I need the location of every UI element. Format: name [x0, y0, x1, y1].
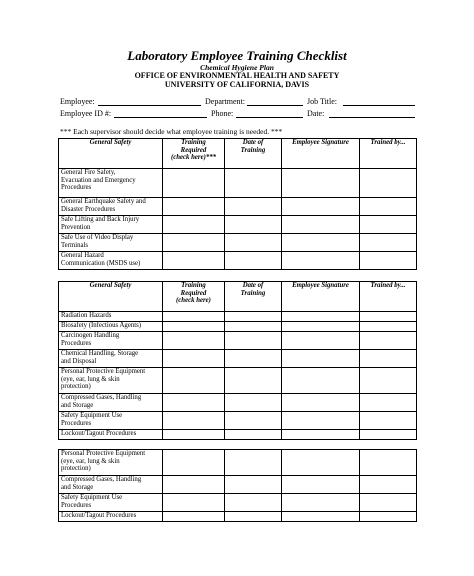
table-row	[59, 350, 417, 368]
training-required-cell[interactable]	[163, 368, 225, 394]
date-field[interactable]	[329, 117, 415, 118]
training-table-3	[58, 449, 417, 522]
table-row	[59, 322, 417, 332]
table-row	[59, 494, 417, 512]
trained-by-cell[interactable]	[360, 430, 417, 440]
signature-cell[interactable]	[282, 234, 360, 252]
document-title: Laboratory Employee Training Checklist	[127, 48, 347, 63]
header-training-required: Training Required (check here)***	[163, 139, 225, 169]
signature-cell[interactable]	[282, 169, 360, 198]
trained-by-cell[interactable]	[360, 512, 417, 522]
date-cell[interactable]	[225, 430, 282, 440]
trained-by-cell[interactable]	[360, 332, 417, 350]
training-required-cell[interactable]	[163, 169, 225, 198]
signature-cell[interactable]	[282, 332, 360, 350]
header-date-of-training: Date of Training	[225, 139, 282, 169]
date-cell[interactable]	[225, 198, 282, 216]
table-row	[59, 368, 417, 394]
trained-by-cell[interactable]	[360, 494, 417, 512]
training-required-cell[interactable]	[163, 350, 225, 368]
training-required-cell[interactable]	[163, 198, 225, 216]
phone-label: Phone:	[211, 109, 234, 118]
table-row	[59, 252, 417, 270]
date-cell[interactable]	[225, 476, 282, 494]
row-topic: Carcinogen Handling Procedures	[59, 332, 163, 350]
row-topic: Lockout/Tagout Procedures	[59, 430, 163, 440]
trained-by-cell[interactable]	[360, 169, 417, 198]
signature-cell[interactable]	[282, 412, 360, 430]
training-table-1	[58, 138, 417, 270]
table-row	[59, 450, 417, 476]
date-cell[interactable]	[225, 252, 282, 270]
header-employee-signature: Employee Signature	[282, 282, 360, 312]
row-topic: Safe Lifting and Back Injury Prevention	[59, 216, 163, 234]
trained-by-cell[interactable]	[360, 350, 417, 368]
row-topic: Compressed Gases, Handling and Storage	[59, 394, 163, 412]
university-name: UNIVERSITY OF CALIFORNIA, DAVIS	[164, 80, 310, 89]
trained-by-cell[interactable]	[360, 252, 417, 270]
training-required-cell[interactable]	[163, 216, 225, 234]
training-required-cell[interactable]	[163, 412, 225, 430]
training-required-cell[interactable]	[163, 322, 225, 332]
table-row	[59, 332, 417, 350]
signature-cell[interactable]	[282, 198, 360, 216]
row-topic: Radiation Hazards	[59, 312, 163, 322]
trained-by-cell[interactable]	[360, 198, 417, 216]
row-topic: General Earthquake Safety and Disaster Procedures	[59, 198, 163, 216]
training-required-cell[interactable]	[163, 332, 225, 350]
job-title-field[interactable]	[343, 105, 415, 106]
table-row	[59, 216, 417, 234]
training-table-2	[58, 281, 417, 440]
trained-by-cell[interactable]	[360, 450, 417, 476]
training-required-cell[interactable]	[163, 494, 225, 512]
row-topic: Lockout/Tagout Procedures	[59, 512, 163, 522]
trained-by-cell[interactable]	[360, 394, 417, 412]
date-cell[interactable]	[225, 169, 282, 198]
trained-by-cell[interactable]	[360, 368, 417, 394]
header-topic: General Safety	[59, 139, 163, 169]
signature-cell[interactable]	[282, 322, 360, 332]
document-subtitle: Chemical Hygiene Plan	[200, 63, 274, 72]
table-row	[59, 476, 417, 494]
table-row	[59, 312, 417, 322]
training-required-cell[interactable]	[163, 252, 225, 270]
trained-by-cell[interactable]	[360, 234, 417, 252]
date-cell[interactable]	[225, 350, 282, 368]
date-cell[interactable]	[225, 216, 282, 234]
signature-cell[interactable]	[282, 512, 360, 522]
date-cell[interactable]	[225, 394, 282, 412]
row-topic: Biosafety (Infectious Agents)	[59, 322, 163, 332]
date-cell[interactable]	[225, 368, 282, 394]
header-trained-by: Trained by...	[360, 282, 417, 312]
job-title-label: Job Title:	[307, 97, 338, 106]
date-label: Date:	[307, 109, 325, 118]
header-training-required: Training Required (check here)	[163, 282, 225, 312]
table-row	[59, 198, 417, 216]
signature-cell[interactable]	[282, 430, 360, 440]
date-cell[interactable]	[225, 234, 282, 252]
training-required-cell[interactable]	[163, 450, 225, 476]
table-row	[59, 169, 417, 198]
header-employee-signature: Employee Signature	[282, 139, 360, 169]
row-topic: Chemical Handling, Storage and Disposal	[59, 350, 163, 368]
training-required-cell[interactable]	[163, 430, 225, 440]
signature-cell[interactable]	[282, 494, 360, 512]
supervisor-note: *** Each supervisor should decide what employee training is needed. ***	[60, 127, 283, 136]
department-field[interactable]	[247, 105, 303, 106]
training-required-cell[interactable]	[163, 312, 225, 322]
trained-by-cell[interactable]	[360, 312, 417, 322]
office-name: OFFICE OF ENVIRONMENTAL HEALTH AND SAFETY	[134, 71, 340, 80]
training-required-cell[interactable]	[163, 512, 225, 522]
row-topic: General Fire Safety, Evacuation and Emergency Procedures	[59, 169, 163, 198]
row-topic: Safe Use of Video Display Terminals	[59, 234, 163, 252]
signature-cell[interactable]	[282, 368, 360, 394]
header-topic: General Safety	[59, 282, 163, 312]
phone-field[interactable]	[236, 117, 303, 118]
row-topic: Safety Equipment Use Procedures	[59, 494, 163, 512]
row-topic: General Hazard Communication (MSDS use)	[59, 252, 163, 270]
signature-cell[interactable]	[282, 394, 360, 412]
signature-cell[interactable]	[282, 216, 360, 234]
table-row	[59, 412, 417, 430]
signature-cell[interactable]	[282, 476, 360, 494]
table-row	[59, 234, 417, 252]
employee-field[interactable]	[98, 105, 201, 106]
date-cell[interactable]	[225, 412, 282, 430]
training-required-cell[interactable]	[163, 234, 225, 252]
department-label: Department:	[205, 97, 245, 106]
row-topic: Personal Protective Equipment (eye, ear, lung & skin protection)	[59, 450, 163, 476]
trained-by-cell[interactable]	[360, 412, 417, 430]
table-row	[59, 512, 417, 522]
signature-cell[interactable]	[282, 450, 360, 476]
table-row	[59, 430, 417, 440]
row-topic: Personal Protective Equipment (eye, ear, lung & skin protection)	[59, 368, 163, 394]
trained-by-cell[interactable]	[360, 322, 417, 332]
header-date-of-training: Date of Training	[225, 282, 282, 312]
header-trained-by: Trained by...	[360, 139, 417, 169]
signature-cell[interactable]	[282, 252, 360, 270]
date-cell[interactable]	[225, 322, 282, 332]
row-topic: Compressed Gases, Handling and Storage	[59, 476, 163, 494]
signature-cell[interactable]	[282, 350, 360, 368]
employee-label: Employee:	[60, 97, 95, 106]
employee-id-field[interactable]	[114, 117, 207, 118]
row-topic: Safety Equipment Use Procedures	[59, 412, 163, 430]
training-required-cell[interactable]	[163, 476, 225, 494]
date-cell[interactable]	[225, 312, 282, 322]
date-cell[interactable]	[225, 332, 282, 350]
employee-id-label: Employee ID #:	[60, 109, 112, 118]
training-required-cell[interactable]	[163, 394, 225, 412]
date-cell[interactable]	[225, 450, 282, 476]
trained-by-cell[interactable]	[360, 216, 417, 234]
date-cell[interactable]	[225, 512, 282, 522]
signature-cell[interactable]	[282, 312, 360, 322]
trained-by-cell[interactable]	[360, 476, 417, 494]
date-cell[interactable]	[225, 494, 282, 512]
table-row	[59, 394, 417, 412]
